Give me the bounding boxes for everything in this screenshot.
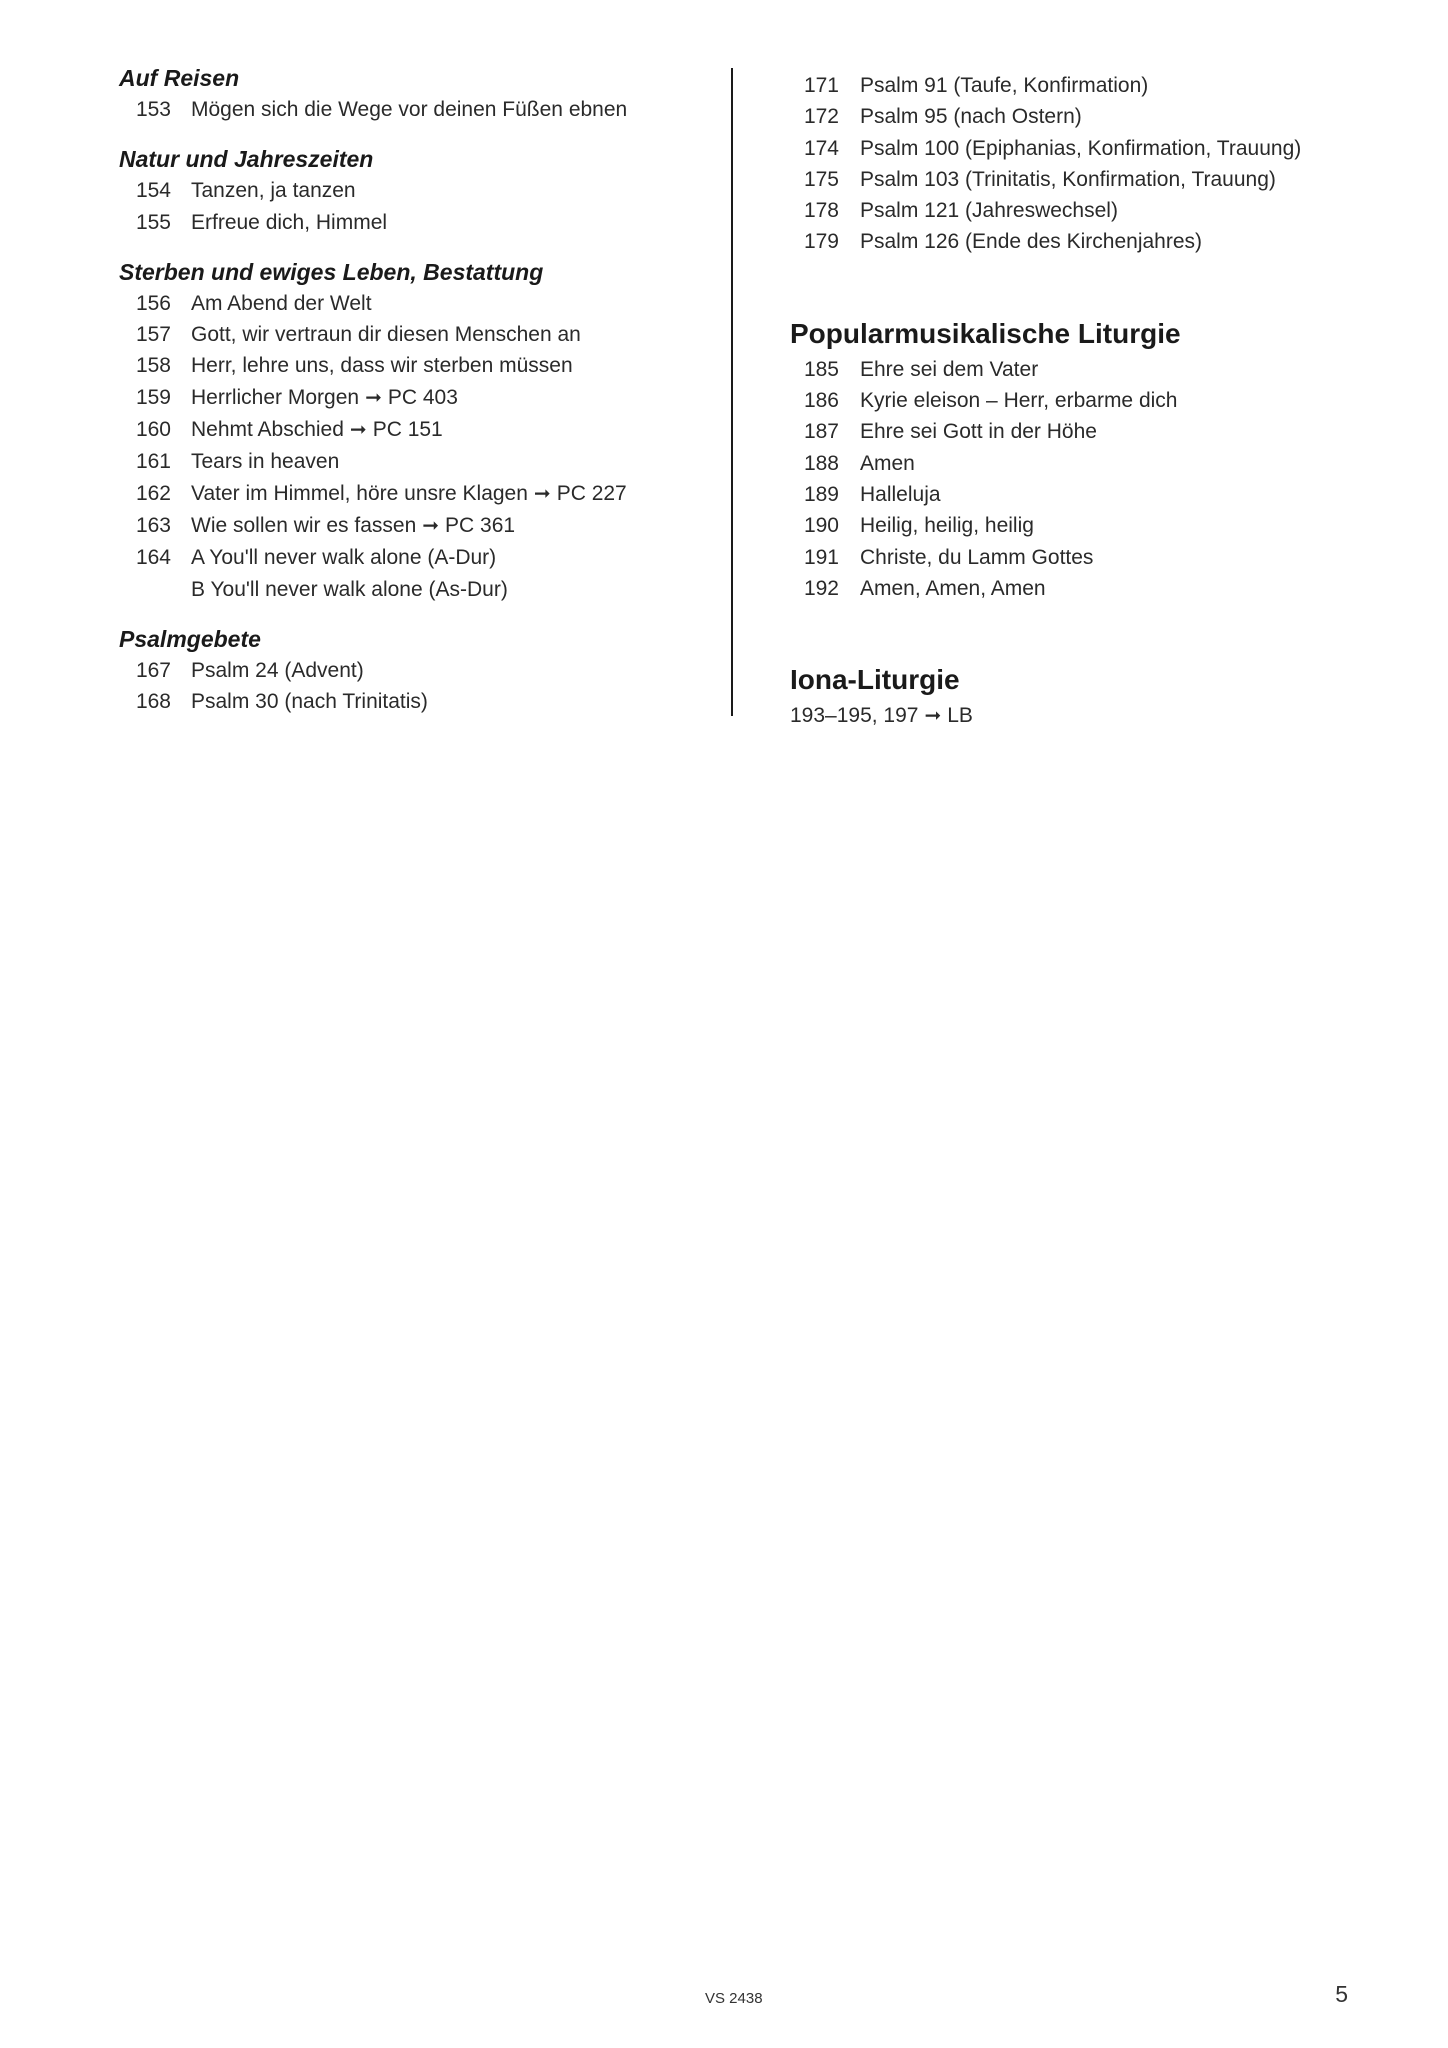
item-number: 191 (803, 545, 839, 569)
item-title-text: Vater im Himmel, höre unsre Klagen (191, 481, 528, 505)
item-number: 167 (135, 658, 171, 682)
list-item (790, 479, 1390, 510)
item-title-text: Am Abend der Welt (191, 291, 372, 315)
item-title (191, 446, 339, 477)
arrow-right-icon: ➞ (422, 514, 440, 537)
section-title: Sterben und ewiges Leben, Bestattung (119, 258, 544, 285)
item-title-text: Psalm 91 (Taufe, Konfirmation) (860, 74, 1149, 97)
item-title (860, 195, 1118, 226)
item-number: 178 (803, 199, 839, 223)
list-item (790, 133, 1390, 164)
toc-section (119, 143, 719, 238)
list-item (790, 195, 1390, 226)
item-title (191, 207, 387, 238)
item-ref: PC 151 (372, 418, 443, 442)
list-item (119, 288, 719, 319)
list-item (119, 94, 719, 125)
item-ref: PC 403 (387, 385, 458, 409)
item-title (191, 686, 428, 717)
item-title (860, 164, 1276, 195)
item-title-text: Heilig, heilig, heilig (860, 514, 1034, 538)
item-title (191, 510, 515, 542)
item-number: 161 (135, 450, 171, 474)
item-title (860, 479, 941, 510)
iona-ref: LB (947, 704, 973, 728)
item-number: 186 (803, 389, 839, 413)
list-item (790, 70, 1390, 101)
item-title (191, 414, 443, 446)
arrow-right-icon: ➞ (349, 419, 367, 442)
item-number: 185 (803, 357, 839, 381)
item-number: 174 (803, 136, 839, 160)
item-title (860, 542, 1093, 573)
popular-liturgy-heading: Popularmusikalische Liturgie (790, 317, 1181, 349)
item-number: 160 (135, 418, 171, 442)
item-title-text: Nehmt Abschied (191, 418, 344, 442)
list-item (119, 542, 719, 573)
list-item (790, 510, 1390, 541)
iona-liturgy-reference (790, 700, 1390, 732)
item-title-text: Tears in heaven (191, 450, 340, 474)
item-title (191, 94, 627, 125)
item-number: 192 (803, 576, 839, 600)
item-number: 175 (803, 167, 839, 191)
list-item (119, 686, 719, 717)
item-title-text: Psalm 30 (nach Trinitatis) (191, 690, 428, 714)
item-title-text: Tanzen, ja tanzen (191, 179, 356, 203)
item-number: 153 (135, 98, 171, 121)
list-item (119, 478, 719, 510)
psalm-list (790, 70, 1390, 258)
item-title-text: Ehre sei Gott in der Höhe (860, 420, 1097, 444)
section-title: Auf Reisen (119, 65, 240, 91)
item-title (860, 510, 1034, 541)
item-number: 155 (135, 210, 171, 234)
item-title-text: B You'll never walk alone (As-Dur) (191, 577, 508, 601)
arrow-right-icon: ➞ (924, 705, 942, 728)
list-item (119, 350, 719, 381)
list-item (119, 414, 719, 446)
list-item (119, 446, 719, 477)
list-item (119, 207, 719, 238)
item-title-text: Erfreue dich, Himmel (191, 210, 388, 234)
item-title (191, 288, 372, 319)
list-item (790, 164, 1390, 195)
list-item (790, 385, 1390, 416)
item-title (191, 542, 496, 573)
item-title-text: Psalm 103 (Trinitatis, Konfirmation, Trauung) (860, 167, 1276, 191)
item-title-text: Wie sollen wir es fassen (191, 513, 417, 537)
list-item (790, 448, 1390, 479)
section-title: Psalmgebete (119, 625, 261, 652)
right-column (790, 70, 1390, 732)
item-title (191, 350, 573, 381)
item-ref: PC 227 (556, 481, 627, 505)
item-title-text: Psalm 24 (Advent) (191, 658, 364, 682)
list-item (790, 226, 1390, 257)
item-title (860, 354, 1038, 385)
toc-section (119, 62, 719, 125)
item-number: 159 (135, 385, 171, 409)
list-item (790, 101, 1390, 132)
item-title-text: Halleluja (860, 482, 941, 506)
toc-section (119, 256, 719, 605)
list-item (790, 573, 1390, 604)
item-number: 171 (803, 74, 839, 97)
item-title-text: Psalm 121 (Jahreswechsel) (860, 199, 1118, 223)
list-item (119, 175, 719, 206)
item-title-text: Mögen sich die Wege vor deinen Füßen ebnen (191, 98, 628, 121)
item-number: 164 (135, 546, 171, 570)
arrow-right-icon: ➞ (365, 386, 382, 409)
iona-range: 193–195, 197 (790, 704, 919, 728)
list-item (119, 319, 719, 350)
item-number: 190 (803, 514, 839, 538)
item-title (860, 226, 1202, 257)
item-title-text: Christe, du Lamm Gottes (860, 545, 1094, 569)
item-title (860, 70, 1148, 101)
item-title (860, 101, 1082, 132)
footer-code: VS 2438 (705, 1990, 763, 2007)
column-divider (731, 68, 733, 716)
item-title-text: Psalm 126 (Ende des Kirchenjahres) (860, 230, 1203, 254)
item-number: 189 (803, 482, 839, 506)
item-title (860, 448, 915, 479)
item-title (191, 175, 356, 206)
item-title-text: Ehre sei dem Vater (860, 357, 1039, 381)
left-column (119, 62, 719, 717)
item-title-text: Gott, wir vertraun dir diesen Menschen an (191, 323, 581, 347)
item-number: 157 (135, 323, 171, 347)
list-item (790, 542, 1390, 573)
list-item (119, 574, 719, 605)
item-title-text: Psalm 100 (Epiphanias, Konfirmation, Trauung) (860, 136, 1302, 160)
item-title (191, 478, 627, 510)
list-item (790, 416, 1390, 447)
section-title: Natur und Jahreszeiten (119, 146, 374, 173)
item-title-text: Psalm 95 (nach Ostern) (860, 105, 1082, 129)
item-title (860, 573, 1046, 604)
item-number: 179 (803, 230, 839, 254)
list-item (119, 510, 719, 542)
item-number: 154 (135, 179, 171, 203)
item-number: 163 (135, 513, 171, 537)
page-number: 5 (1335, 1981, 1348, 2007)
item-title-text: Kyrie eleison – Herr, erbarme dich (860, 389, 1178, 413)
item-ref: PC 361 (445, 513, 516, 537)
item-title-text: Amen, Amen, Amen (860, 576, 1046, 600)
list-item (790, 354, 1390, 385)
item-number: 168 (135, 690, 171, 714)
item-title-text: Herrlicher Morgen (191, 385, 360, 409)
item-number: 187 (803, 420, 839, 444)
item-title (191, 382, 458, 414)
arrow-right-icon: ➞ (533, 482, 551, 505)
list-item (119, 382, 719, 414)
item-title (860, 416, 1097, 447)
item-title-text: Herr, lehre uns, dass wir sterben müssen (191, 354, 573, 378)
item-title-text: Amen (860, 451, 915, 475)
item-number: 188 (803, 451, 839, 475)
item-number: 172 (803, 105, 839, 129)
item-number: 156 (135, 291, 171, 315)
item-title (860, 133, 1301, 164)
item-number: 162 (135, 481, 171, 505)
list-item (119, 655, 719, 686)
iona-liturgy-heading: Iona-Liturgie (790, 664, 960, 696)
item-title (191, 655, 364, 686)
item-number: 158 (135, 354, 171, 378)
item-title (860, 385, 1177, 416)
item-title (191, 319, 581, 350)
item-title-text: A You'll never walk alone (A-Dur) (191, 546, 497, 570)
toc-section (119, 623, 719, 718)
popular-liturgy-list (790, 354, 1390, 604)
item-title (191, 574, 508, 605)
